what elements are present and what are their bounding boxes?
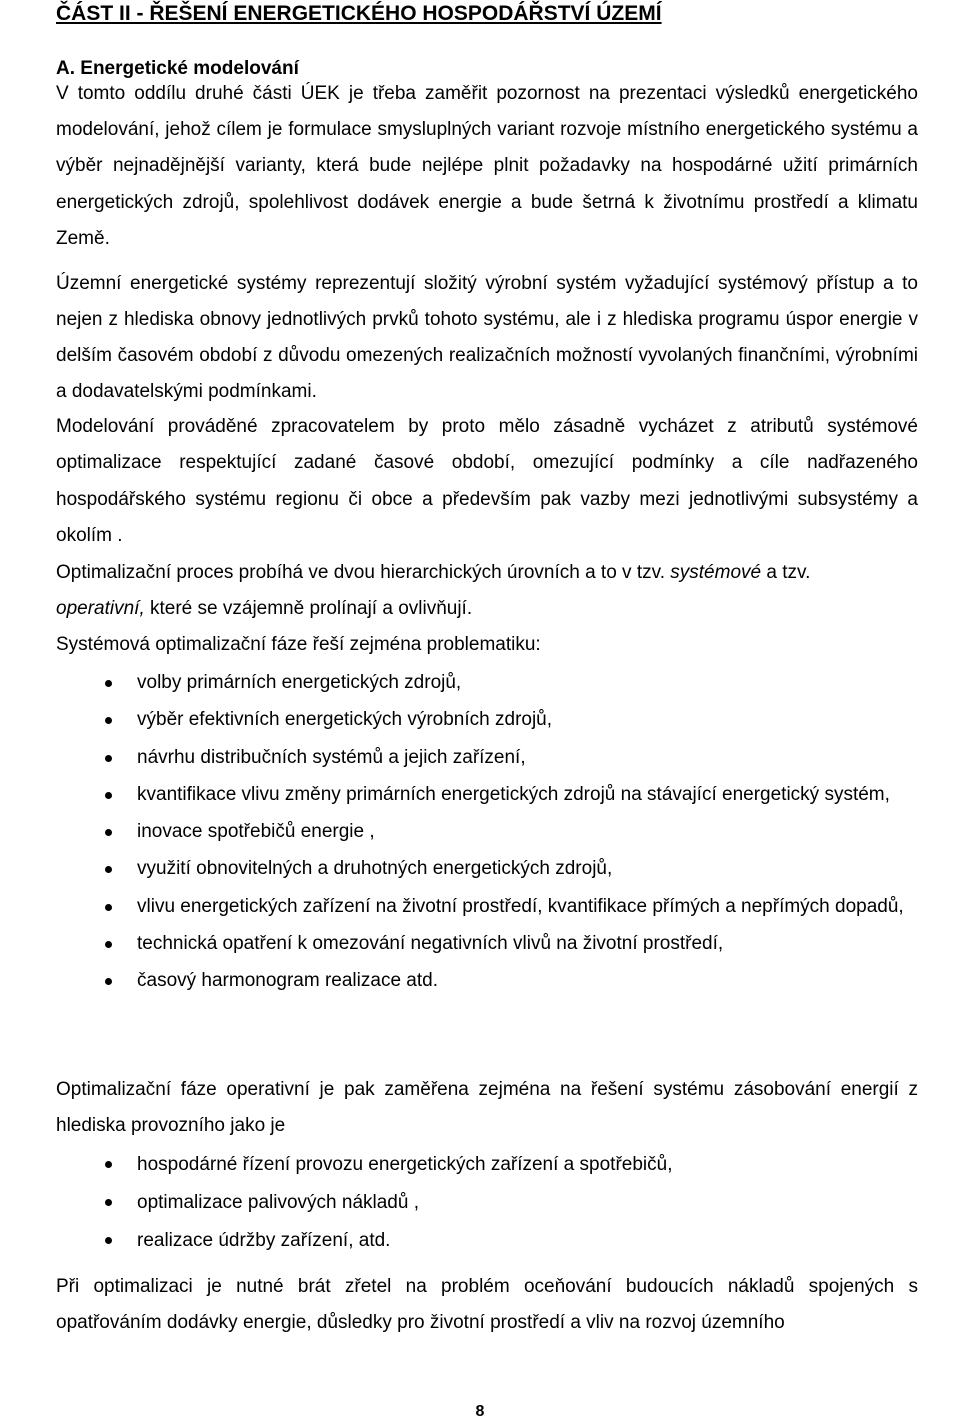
closing-paragraph: Při optimalizaci je nutné brát zřetel na problém oceňování budoucích nákladů spojených s opatřováním dodávky energie, důsledky pro životní prostředí a vliv na rozvoj územního [56,1276,918,1333]
list-item [56,702,918,739]
bullet-icon [105,1199,112,1206]
intro-paragraph: V tomto oddílu druhé části ÚEK je třeba zaměřit pozornost na prezentaci výsledků energetického modelování, jehož cílem je formulace smysluplných variant rozvoje místního energetického systému a výběr nejnadějnější varianty, která bude nejlépe plnit požadavky na hospodárné užití primárních energetických zdrojů, spolehlivost dodávek energie a bude šetrná k životnímu prostředí a klimatu Země. [56,83,918,249]
part-heading: ČÁST II - ŘEŠENÍ ENERGETICKÉHO HOSPODÁŘSTVÍ ÚZEMÍ [56,2,662,25]
list-item [56,777,918,814]
system-bullet-list [56,665,918,1001]
list-item-text: technická opatření k omezování negativních vlivů na životní prostředí, [137,933,724,955]
bullet-icon [105,941,112,948]
bullet-icon [105,1161,112,1168]
modelling-paragraph: Modelování prováděné zpracovatelem by proto mělo zásadně vycházet z atributů systémové optimalizace respektující zadané časové období, omezující podmínky a cíle nadřazeného hospodářského systému regionu či obce a především pak vazby mezi jednotlivými subsystémy a okolím . [56,416,918,546]
list-item-text: časový harmonogram realizace atd. [137,970,438,992]
list-item-text: inovace spotřebičů energie , [137,821,375,843]
p4-em-operativni: operativní, [56,598,145,619]
bullet-icon [105,978,112,985]
p4-mid: a tzv. [761,562,811,583]
list-item [56,1222,918,1259]
list-item-text: vlivu energetických zařízení na životní prostředí, kvantifikace přímých a nepřímých dopadů, [137,895,904,917]
bullet-icon [105,829,112,836]
bullet-icon [105,1237,112,1244]
operative-bullet-list [56,1146,918,1259]
operative-phase-paragraph: Optimalizační fáze operativní je pak zaměřena zejména na řešení systému zásobování energií z hlediska provozního jako je [56,1079,918,1136]
optimization-process-paragraph [56,555,918,627]
bullet-icon [105,680,112,687]
list-item-text: výběr efektivních energetických výrobních zdrojů, [137,709,553,731]
list-item [56,740,918,777]
list-item-text: hospodárné řízení provozu energetických zařízení a spotřebičů, [137,1154,673,1175]
list-item [56,889,918,926]
list-item [56,1184,918,1221]
list-item-text: kvantifikace vlivu změny primárních energetických zdrojů na stávající energetický systém, [137,783,890,805]
list-item [56,851,918,888]
list-item [56,665,918,702]
section-title: A. Energetické modelování [56,58,299,79]
list-item-text: návrhu distribučních systémů a jejich zařízení, [137,746,526,768]
list-item [56,963,918,1000]
list-item [56,1146,918,1183]
page-number: 8 [475,1403,485,1420]
list-item-text: využití obnovitelných a druhotných energetických zdrojů, [137,858,613,880]
systems-paragraph: Územní energetické systémy reprezentují složitý výrobní systém vyžadující systémový přístup a to nejen z hlediska obnovy jednotlivých prvků tohoto systému, ale i z hlediska programu úspor energie v delším časovém období z důvodu omezených realizačních možností vyvolaných finančními, výrobními a dodavatelskými podmínkami. [56,273,918,402]
bullet-icon [105,755,112,762]
bullet-icon [105,904,112,911]
list-item-text: realizace údržby zařízení, atd. [137,1229,391,1251]
bullet-icon [105,717,112,724]
system-phase-paragraph: Systémová optimalizační fáze řeší zejména problematiku: [56,634,541,655]
list-item [56,926,918,963]
list-item-text: optimalizace palivových nákladů , [137,1191,419,1213]
p4-end: které se vzájemně prolínají a ovlivňují. [144,598,473,619]
p4-start: Optimalizační proces probíhá ve dvou hierarchických úrovních a to v tzv. [56,562,671,583]
list-item [56,814,918,851]
bullet-icon [105,866,112,873]
list-item-text: volby primárních energetických zdrojů, [137,672,462,693]
bullet-icon [105,792,112,799]
p4-em-systemove: systémové [670,562,762,583]
